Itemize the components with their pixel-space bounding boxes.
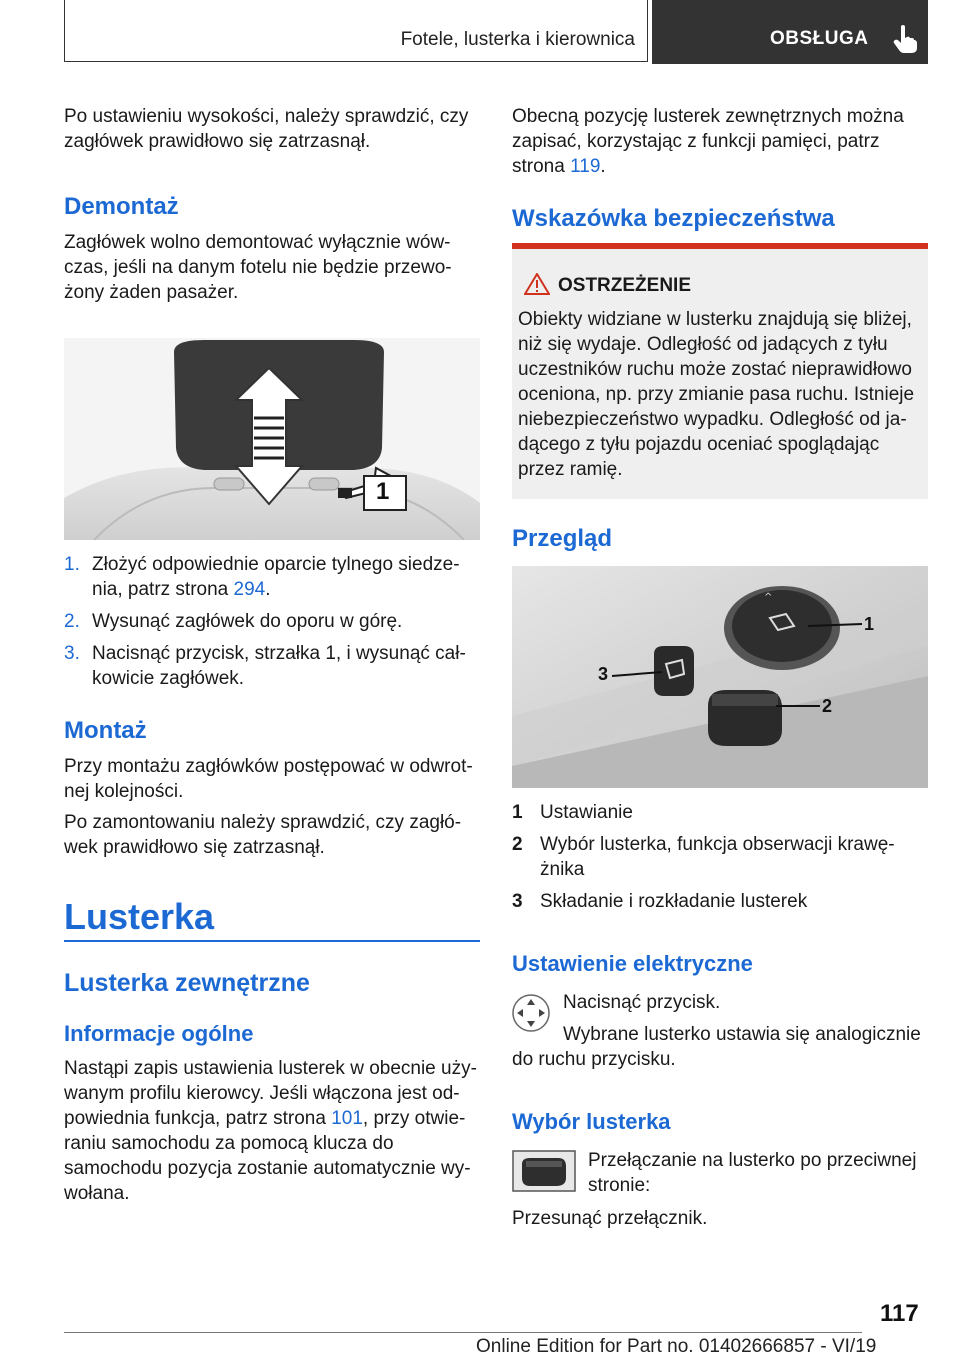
svg-text:^: ^	[764, 592, 773, 603]
intro-paragraph: Po ustawieniu wysokości, należy sprawdzić, czy zagłówek prawidłowo się zatrzasnął.	[64, 106, 469, 152]
step-text: Nacisnąć przycisk, strzałka 1, i wysunąć cał-kowicie zagłówek.	[92, 643, 466, 689]
elektr-text-1: Nacisnąć przycisk.	[563, 992, 721, 1013]
right-intro-a: Obecną pozycję lusterek zewnętrznych można zapisać, korzystając z funkcji pamięci, patrz strona	[512, 106, 904, 177]
step-number: 1.	[64, 554, 80, 575]
lusterka-heading: Lusterka	[64, 896, 215, 937]
wybor-text-1: Przełączanie na lusterko po przeciwnej stronie:	[588, 1150, 917, 1196]
mirror-controls-image	[512, 566, 928, 788]
step-item-1	[64, 552, 474, 602]
header-chapter-box	[652, 0, 928, 64]
legend-item-3	[512, 889, 922, 914]
right-intro-paragraph	[512, 104, 922, 179]
headrest-image	[64, 338, 480, 540]
wybor-lusterka-heading: Wybór lusterka	[512, 1109, 671, 1134]
informacje-ogolne-heading: Informacje ogólne	[64, 1021, 254, 1046]
wybor-text-2: Przesunąć przełącznik.	[512, 1208, 708, 1229]
przeglad-heading: Przegląd	[512, 525, 613, 552]
info-text-b: , przy otwie-raniu samochodu za pomocą klucza do samochodu pozycja zostanie automatycznie wy-wołana.	[64, 1108, 471, 1204]
step-number: 2.	[64, 611, 80, 632]
hand-pointer-icon	[892, 24, 918, 54]
legend-text: Składanie i rozkładanie lusterek	[540, 891, 808, 912]
step-text: Złożyć odpowiednie oparcie tylnego siedze-nia, patrz strona	[92, 554, 460, 600]
overview-legend	[512, 800, 922, 914]
mirror-callout-2: 2	[822, 696, 833, 716]
warning-triangle-icon	[524, 273, 550, 295]
legend-number: 3	[512, 891, 523, 912]
elektr-text-2: Wybrane lusterko ustawia się analogicznie do ruchu przycisku.	[512, 1024, 921, 1070]
demontaz-heading: Demontaż	[64, 193, 179, 220]
page-link-119[interactable]: 119	[570, 156, 601, 177]
legend-item-1	[512, 800, 922, 825]
montaz-paragraph-1: Przy montażu zagłówków postępować w odwrot-nej kolejności.	[64, 756, 473, 802]
footer-edition: Online Edition for Part no. 01402666857 - VI/19	[476, 1336, 877, 1357]
mirror-callout-1: 1	[864, 614, 875, 634]
lusterka-rule	[64, 940, 480, 942]
legend-number: 1	[512, 802, 523, 823]
lusterka-zewnetrzne-heading: Lusterka zewnętrzne	[64, 969, 310, 997]
warning-box	[512, 243, 928, 499]
headrest-callout-1: 1	[376, 478, 390, 505]
montaz-paragraph-2: Po zamontowaniu należy sprawdzić, czy zagłó-wek prawidłowo się zatrzasnął.	[64, 812, 462, 858]
ustawienie-elektryczne-heading: Ustawienie elektryczne	[512, 951, 753, 976]
legend-text: Wybór lusterka, funkcja obserwacji krawę-żnika	[540, 834, 895, 880]
step-number: 3.	[64, 643, 80, 664]
warning-title: OSTRZEŻENIE	[558, 275, 692, 296]
mirror-controls-illustration	[512, 566, 928, 788]
header-section-title: Fotele, lusterka i kierownica	[400, 29, 635, 50]
legend-item-2	[512, 832, 922, 882]
warning-text: Obiekty widziane w lusterku znajdują się bliżej, niż się wydaje. Odległość od jadących z tyłu uczestników ruchu może zostać nieprawidłowo oceniona, np. przy zmianie pasa ruchu. Istnieje niebezpieczeństwo wypadku. Odległość od ja-dącego z tyłu pojazdu oceniać spoglądając przez ramię.	[518, 309, 915, 480]
safety-heading: Wskazówka bezpieczeństwa	[512, 205, 835, 232]
mirror-callout-3: 3	[598, 664, 609, 684]
legend-number: 2	[512, 834, 523, 855]
page-number: 117	[880, 1300, 919, 1327]
info-text-a: Nastąpi zapis ustawienia lusterek w obecnie uży-wanym profilu kierowcy. Jeśli włączona jest od-powiednia funkcja, patrz strona	[64, 1058, 477, 1129]
page-link-101[interactable]: 101	[331, 1108, 363, 1129]
step-text: Wysunąć zagłówek do oporu w górę.	[92, 611, 403, 632]
montaz-heading: Montaż	[64, 717, 147, 744]
informacje-paragraph	[64, 1056, 478, 1206]
step-item-2	[64, 609, 474, 634]
header	[64, 0, 928, 64]
step-text-end: .	[265, 579, 271, 600]
header-chapter-title: OBSŁUGA	[770, 28, 869, 49]
right-intro-b: .	[600, 156, 606, 177]
headrest-illustration	[64, 338, 480, 540]
legend-text: Ustawianie	[540, 802, 633, 823]
demontaz-paragraph: Zagłówek wolno demontować wyłącznie wów-czas, jeśli na danym fotelu nie będzie przewo-żony żaden pasażer.	[64, 232, 452, 303]
footer-rule	[64, 1332, 862, 1333]
header-section-box	[64, 0, 648, 62]
step-item-3	[64, 641, 474, 691]
mirror-switch-icon	[512, 1150, 576, 1192]
steps-list	[64, 552, 474, 691]
page-link-294[interactable]: 294	[233, 579, 266, 600]
